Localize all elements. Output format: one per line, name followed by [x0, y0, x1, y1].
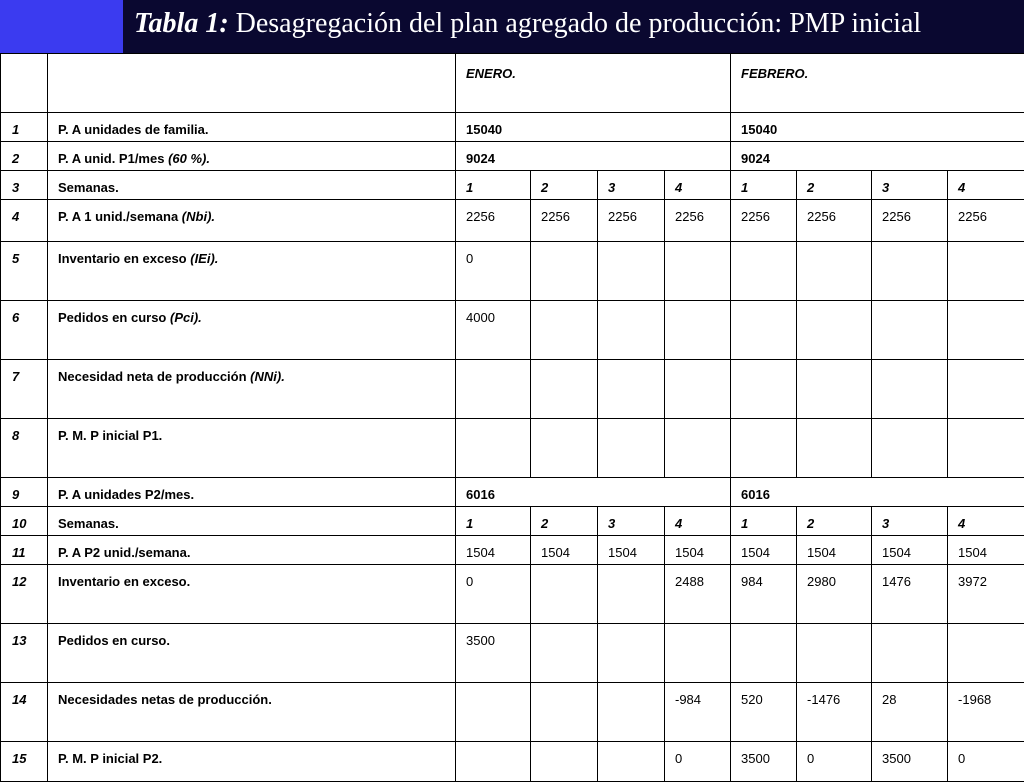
- week-cell: [948, 360, 1024, 419]
- week-cell: 3500: [872, 742, 948, 782]
- week-cell: 2256: [531, 200, 598, 242]
- row-number: 2: [1, 142, 48, 171]
- row-number: 3: [1, 171, 48, 200]
- week-cell: [731, 624, 797, 683]
- week-cell: 3: [872, 507, 948, 536]
- week-cell: 0: [456, 242, 531, 301]
- week-cell: 2: [531, 171, 598, 200]
- table-row: [1, 242, 1024, 301]
- week-cell: [872, 301, 948, 360]
- week-cell: [598, 301, 665, 360]
- month-value-january: 9024: [456, 142, 731, 171]
- week-cell: [797, 360, 872, 419]
- week-cell: 2: [797, 507, 872, 536]
- title-prefix: Tabla 1:: [134, 8, 229, 39]
- week-cell: [531, 419, 598, 478]
- table-row: [1, 171, 1024, 200]
- row-number: 7: [1, 360, 48, 419]
- row-label-text: Inventario en exceso: [58, 251, 190, 266]
- week-cell: 4: [665, 171, 731, 200]
- week-cell: [456, 360, 531, 419]
- row-label: [48, 360, 456, 419]
- week-cell: [731, 360, 797, 419]
- week-cell: [456, 419, 531, 478]
- pmp-table: [0, 53, 1024, 782]
- week-cell: 984: [731, 565, 797, 624]
- row-label: P. A unidades de familia.: [48, 113, 456, 142]
- row-label: Semanas.: [48, 507, 456, 536]
- week-cell: 2256: [598, 200, 665, 242]
- week-cell: [948, 301, 1024, 360]
- row-label: P. A unidades P2/mes.: [48, 478, 456, 507]
- week-cell: [598, 624, 665, 683]
- week-cell: [665, 624, 731, 683]
- week-cell: [531, 301, 598, 360]
- row-label: [48, 301, 456, 360]
- week-cell: 3: [872, 171, 948, 200]
- week-cell: 3: [598, 507, 665, 536]
- week-cell: 2: [531, 507, 598, 536]
- week-cell: 1476: [872, 565, 948, 624]
- week-cell: 2: [797, 171, 872, 200]
- row-number: 9: [1, 478, 48, 507]
- table-row: [1, 142, 1024, 171]
- row-number: 8: [1, 419, 48, 478]
- table-row: [1, 624, 1024, 683]
- week-cell: [531, 624, 598, 683]
- week-cell: 0: [948, 742, 1024, 782]
- week-cell: [872, 242, 948, 301]
- week-cell: 3972: [948, 565, 1024, 624]
- week-cell: 4: [665, 507, 731, 536]
- week-cell: [731, 242, 797, 301]
- week-cell: [598, 242, 665, 301]
- week-cell: 2256: [456, 200, 531, 242]
- week-cell: [731, 301, 797, 360]
- week-cell: [665, 419, 731, 478]
- row-number: 1: [1, 113, 48, 142]
- week-cell: 2256: [665, 200, 731, 242]
- week-cell: [598, 565, 665, 624]
- week-cell: [731, 419, 797, 478]
- title-bar: [0, 0, 1024, 53]
- row-label-text: Necesidad neta de producción: [58, 369, 250, 384]
- row-number: 15: [1, 742, 48, 782]
- row-label: Inventario en exceso.: [48, 565, 456, 624]
- week-cell: 3500: [456, 624, 531, 683]
- month-value-january: 6016: [456, 478, 731, 507]
- week-cell: [665, 301, 731, 360]
- week-cell: [797, 624, 872, 683]
- week-cell: [872, 419, 948, 478]
- row-label-emphasis: (60 %).: [168, 151, 210, 166]
- week-cell: [665, 360, 731, 419]
- week-cell: 1504: [797, 536, 872, 565]
- row-label: P. M. P inicial P2.: [48, 742, 456, 782]
- week-cell: [948, 624, 1024, 683]
- title-accent-block: [0, 0, 123, 53]
- table-row: [1, 742, 1024, 782]
- page-title: [134, 6, 921, 42]
- week-cell: 0: [665, 742, 731, 782]
- week-cell: [797, 242, 872, 301]
- week-cell: 2488: [665, 565, 731, 624]
- week-cell: [948, 419, 1024, 478]
- week-cell: -1968: [948, 683, 1024, 742]
- row-label: Necesidades netas de producción.: [48, 683, 456, 742]
- row-label-text: P. A 1 unid./semana: [58, 209, 182, 224]
- week-cell: [531, 742, 598, 782]
- month-header-february: FEBRERO.: [731, 54, 1024, 113]
- week-cell: 2256: [731, 200, 797, 242]
- row-number: 11: [1, 536, 48, 565]
- title-main: Desagregación del plan agregado de producción: PMP inicial: [229, 8, 922, 39]
- week-cell: -1476: [797, 683, 872, 742]
- week-cell: [797, 419, 872, 478]
- row-label-emphasis: (Pci).: [170, 310, 202, 325]
- week-cell: 1: [456, 171, 531, 200]
- week-cell: [531, 360, 598, 419]
- week-cell: [531, 683, 598, 742]
- week-cell: 1504: [531, 536, 598, 565]
- week-cell: [456, 742, 531, 782]
- week-cell: 0: [456, 565, 531, 624]
- month-value-february: 9024: [731, 142, 1024, 171]
- table-cell: [1, 54, 48, 113]
- week-cell: 3: [598, 171, 665, 200]
- week-cell: 3500: [731, 742, 797, 782]
- table-row: [1, 419, 1024, 478]
- week-cell: [872, 624, 948, 683]
- row-label: [48, 200, 456, 242]
- row-label-text: Pedidos en curso: [58, 310, 170, 325]
- week-cell: 1504: [598, 536, 665, 565]
- week-cell: 1: [456, 507, 531, 536]
- month-value-february: 15040: [731, 113, 1024, 142]
- week-cell: 1504: [665, 536, 731, 565]
- week-cell: [531, 242, 598, 301]
- week-cell: [872, 360, 948, 419]
- week-cell: [598, 683, 665, 742]
- week-cell: [598, 360, 665, 419]
- week-cell: 2256: [797, 200, 872, 242]
- week-cell: 4: [948, 171, 1024, 200]
- row-number: 4: [1, 200, 48, 242]
- table-row: [1, 507, 1024, 536]
- table-row: [1, 301, 1024, 360]
- table-row: [1, 683, 1024, 742]
- week-cell: 1: [731, 171, 797, 200]
- week-cell: 520: [731, 683, 797, 742]
- table-row: [1, 200, 1024, 242]
- week-cell: [531, 565, 598, 624]
- month-header-january: ENERO.: [456, 54, 731, 113]
- table-row: [1, 360, 1024, 419]
- row-label-emphasis: (Nbi).: [182, 209, 215, 224]
- month-value-february: 6016: [731, 478, 1024, 507]
- row-label: P. A P2 unid./semana.: [48, 536, 456, 565]
- week-cell: 1504: [948, 536, 1024, 565]
- week-cell: [598, 419, 665, 478]
- row-number: 10: [1, 507, 48, 536]
- table-row: [1, 536, 1024, 565]
- week-cell: 1: [731, 507, 797, 536]
- row-number: 5: [1, 242, 48, 301]
- week-cell: 2256: [872, 200, 948, 242]
- week-cell: [948, 242, 1024, 301]
- row-label: [48, 142, 456, 171]
- week-cell: [665, 242, 731, 301]
- week-cell: 28: [872, 683, 948, 742]
- row-label-text: P. A unid. P1/mes: [58, 151, 168, 166]
- week-cell: 1504: [731, 536, 797, 565]
- table-header-row: [1, 54, 1024, 113]
- row-label: Semanas.: [48, 171, 456, 200]
- week-cell: 4: [948, 507, 1024, 536]
- row-label: Pedidos en curso.: [48, 624, 456, 683]
- row-label: P. M. P inicial P1.: [48, 419, 456, 478]
- row-number: 6: [1, 301, 48, 360]
- week-cell: [797, 301, 872, 360]
- table-row: [1, 478, 1024, 507]
- week-cell: 2256: [948, 200, 1024, 242]
- week-cell: 1504: [456, 536, 531, 565]
- month-value-january: 15040: [456, 113, 731, 142]
- week-cell: -984: [665, 683, 731, 742]
- week-cell: 0: [797, 742, 872, 782]
- row-number: 13: [1, 624, 48, 683]
- row-label-emphasis: (NNi).: [250, 369, 285, 384]
- row-label: [48, 242, 456, 301]
- row-number: 12: [1, 565, 48, 624]
- week-cell: [456, 683, 531, 742]
- table-row: [1, 565, 1024, 624]
- table-row: [1, 113, 1024, 142]
- week-cell: 4000: [456, 301, 531, 360]
- week-cell: 1504: [872, 536, 948, 565]
- row-label-emphasis: (IEi).: [190, 251, 218, 266]
- table-cell: [48, 54, 456, 113]
- week-cell: 2980: [797, 565, 872, 624]
- row-number: 14: [1, 683, 48, 742]
- week-cell: [598, 742, 665, 782]
